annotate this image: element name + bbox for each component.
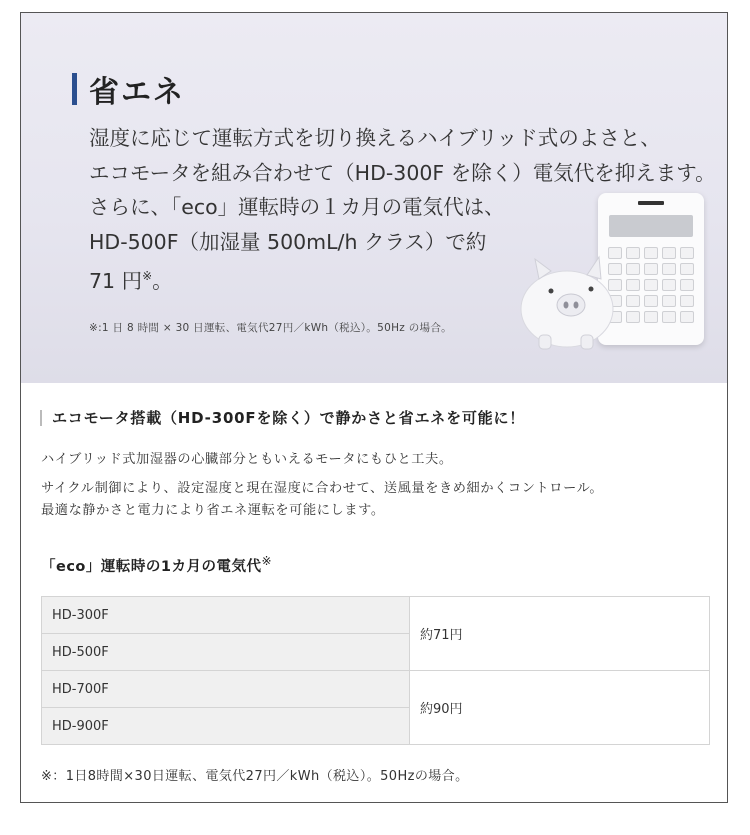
section-paragraph-line: サイクル制御により、設定湿度と現在湿度に合わせて、送風量をきめ細かくコントロール。 — [41, 481, 604, 496]
section-paragraph-1: ハイブリッド式加湿器の心臓部分ともいえるモータにもひと工夫。 — [41, 452, 453, 467]
table-row — [42, 671, 710, 708]
model-cell: HD-500F — [42, 634, 410, 671]
section-heading-text: エコモータ搭載（HD-300Fを除く）で静かさと省エネを可能に！ — [52, 409, 526, 427]
calculator-keypad — [608, 247, 696, 323]
hero-price-text: 71 円 — [89, 268, 143, 293]
hero-body-line: 湿度に応じて運転方式を切り換えるハイブリッド式のよさと、 — [89, 126, 661, 150]
section-paragraph-2 — [41, 478, 603, 522]
hero-body-line: さらに、「eco」運転時の１カ月の電気代は、 — [89, 195, 505, 219]
table-title-text: 「eco」運転時の1カ月の電気代 — [41, 558, 262, 575]
table-title-footnote-mark: ※ — [261, 554, 273, 568]
hero-price-footnote-mark: ※ — [142, 269, 153, 283]
price-cell: 約90円 — [410, 671, 710, 745]
hero-body-line-price: 71 円※。 — [89, 268, 173, 293]
hero-note: ※:1 日 8 時間 × 30 日運転、電気代27円／kWh（税込）。50Hz の場合。 — [89, 322, 452, 334]
model-cell: HD-700F — [42, 671, 410, 708]
section-paragraph-line: 最適な静かさと電力により省エネ運転を可能にします。 — [41, 503, 385, 518]
hero-title — [72, 67, 185, 111]
hero-body-line: エコモータを組み合わせて（HD-300F を除く）電気代を抑えます。 — [89, 160, 716, 185]
hero-banner — [21, 13, 727, 383]
price-cell: 約71円 — [410, 597, 710, 671]
model-cell: HD-900F — [42, 708, 410, 745]
title-accent-bar — [72, 73, 77, 105]
footnote: ※：1日8時間×30日運転、電気代27円／kWh（税込）。50Hzの場合。 — [41, 769, 469, 784]
hero-title-text: 省エネ — [89, 75, 185, 110]
electricity-cost-table — [41, 596, 710, 745]
table-row — [42, 597, 710, 634]
table-title — [41, 554, 272, 576]
content-frame — [20, 12, 728, 803]
calculator-logo — [638, 201, 664, 205]
model-cell: HD-300F — [42, 597, 410, 634]
section-heading-bar — [40, 410, 42, 426]
hero-body-line: HD-500F（加湿量 500mL/h クラス）で約 — [89, 229, 487, 254]
calculator-screen — [609, 215, 693, 237]
section-heading — [40, 407, 525, 428]
piggy-bank-illustration — [509, 241, 621, 353]
